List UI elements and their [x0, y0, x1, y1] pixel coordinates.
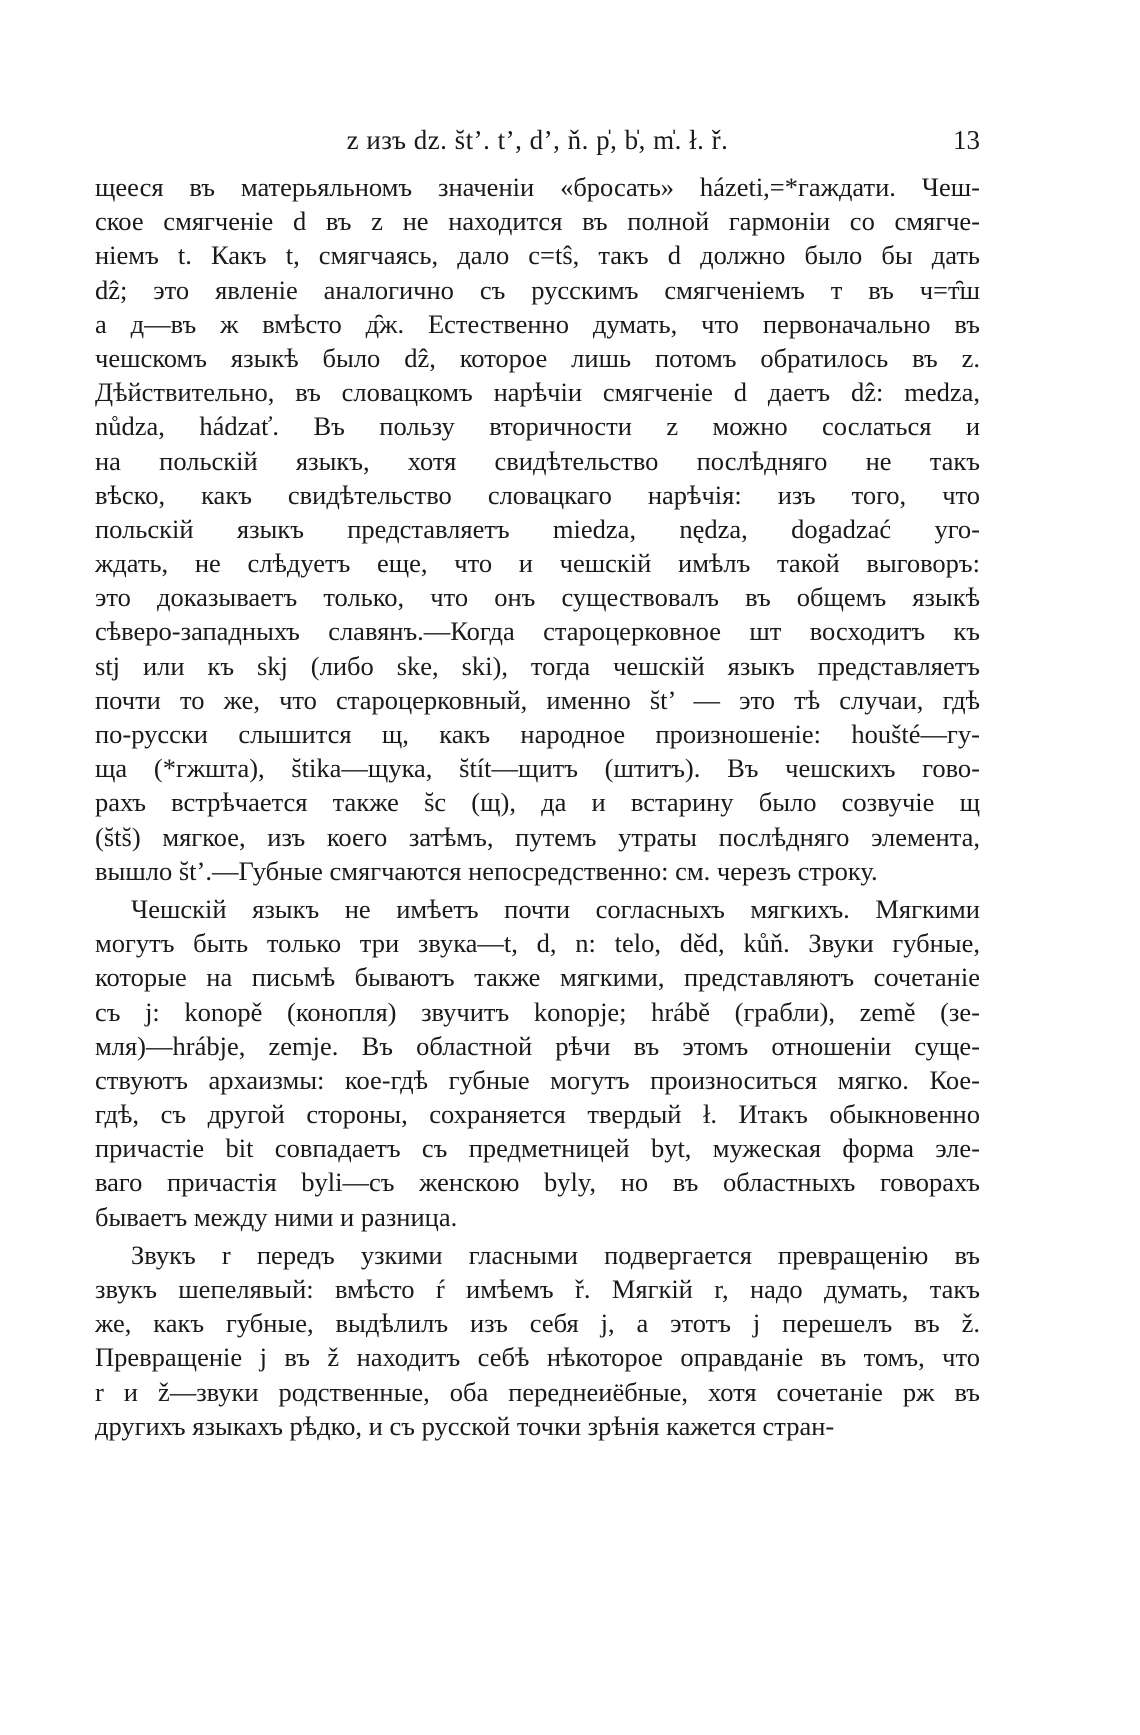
paragraph	[95, 170, 980, 888]
text-line: почти то же, что староцерковный, именно s̆t’ — это тѣ случаи, гдѣ	[95, 684, 980, 715]
text-line: которые на письмѣ бываютъ также мягкими, представляютъ сочетаніе	[95, 962, 980, 993]
text-line: а д—въ ж вмѣсто д̑ж. Естественно думать, что первоначально въ	[95, 308, 980, 339]
body-text	[95, 170, 980, 1443]
text-line: dẑ; это явленіе аналогично съ русскимъ смягченіемъ т въ ч=т̑ш	[95, 274, 980, 305]
text-line: сѣверо-западныхъ славянъ.—Когда староцерковное шт восходитъ къ	[95, 616, 980, 647]
text-line: же, какъ губные, выдѣлилъ изъ себя j, а этотъ j перешелъ въ ž.	[95, 1308, 980, 1339]
running-title: z изъ dz. s̆t’. t’, d’, ň. p̍, b̍, m̍. ł. ř.	[346, 125, 729, 155]
running-head	[95, 118, 980, 162]
text-line: nůdza, hádzať. Въ пользу вторичности z можно сослаться и	[95, 411, 980, 442]
text-line: ское смягченіе d въ z не находится въ полной гармоніи со смягче-	[95, 206, 980, 237]
text-line: мля)—hrábje, zemje. Въ областной рѣчи въ этомъ отношеніи суще-	[95, 1030, 980, 1061]
paragraph	[95, 892, 980, 1234]
text-line: причастіе bit совпадаетъ съ предметницей byt, мужеская форма эле-	[95, 1133, 980, 1164]
text-line: (s̆ts̆) мягкое, изъ коего затѣмъ, путемъ утраты послѣдняго элемента,	[95, 821, 980, 852]
text-line: ждать, не слѣдуетъ еще, что и чешскій имѣлъ такой выговоръ:	[95, 548, 980, 579]
text-line: по-русски слышится щ, какъ народное произношеніе: houšté—гу-	[95, 719, 980, 749]
text-line: гдѣ, съ другой стороны, сохраняется твердый ł. Итакъ обыкновенно	[95, 1099, 980, 1130]
text-line: stj или къ skj (либо ske, ski), тогда чешскій языкъ представляетъ	[95, 650, 980, 681]
text-line: ствуютъ архаизмы: кое-гдѣ губные могутъ произноситься мягко. Кое-	[95, 1064, 980, 1095]
text-line: звукъ шепелявый: вмѣсто ŕ имѣемъ ř. Мягкій r, надо думать, такъ	[95, 1274, 980, 1304]
text-line: съ j: konopě (конопля) звучитъ konopje; hrábě (грабли), země (зе-	[95, 996, 980, 1027]
text-line: ніемъ t. Какъ t, смягчаясь, дало c=tŝ, такъ d должно было бы дать	[95, 240, 980, 271]
text-line: ща (*гжшта), s̆tika—щука, s̆tít—щитъ (штитъ). Въ чешскихъ гово-	[95, 753, 980, 784]
book-page	[95, 118, 980, 1443]
text-line: Дѣйствительно, въ словацкомъ нарѣчіи смягченіе d даетъ dẑ: medza,	[95, 377, 980, 408]
paragraph	[95, 1238, 980, 1443]
text-line: другихъ языкахъ рѣдко, и съ русской точки зрѣнія кажется стран-	[95, 1410, 835, 1441]
text-line: Превращеніе j въ ž находитъ себѣ нѣкоторое оправданіе въ томъ, что	[95, 1342, 980, 1373]
text-line: на польскій языкъ, хотя свидѣтельство послѣдняго не такъ	[95, 445, 980, 476]
text-line: бываетъ между ними и разница.	[95, 1201, 458, 1232]
text-line: рахъ встрѣчается также s̆c (щ), да и встарину было созвучіе щ	[95, 787, 980, 818]
text-line: Чешскій языкъ не имѣетъ почти согласныхъ мягкихъ. Мягкими	[131, 893, 980, 924]
text-line: r и ž—звуки родственные, оба переднеиёбные, хотя сочетаніе рж въ	[95, 1376, 980, 1407]
text-line: чешскомъ языкѣ было dẑ, которое лишь потомъ обратилось въ z.	[95, 342, 980, 373]
text-line: Звукъ r передъ узкими гласными подвергается превращенію въ	[131, 1239, 980, 1270]
text-line: вышло s̆t’.—Губные смягчаются непосредственно: см. черезъ строку.	[95, 855, 878, 886]
text-line: могутъ быть только три звука—t, d, n: telo, děd, kůň. Звуки губные,	[95, 928, 980, 959]
page-number: 13	[953, 125, 980, 155]
text-line: это доказываетъ только, что онъ существовалъ въ общемъ языкѣ	[95, 582, 980, 613]
text-line: вѣско, какъ свидѣтельство словацкаго нарѣчія: изъ того, что	[95, 479, 980, 510]
text-line: ваго причастія byli—съ женскою byly, но въ областныхъ говорахъ	[95, 1167, 980, 1198]
text-line: щееся въ матерьяльномъ значеніи «бросать» házeti,=*гаждати. Чеш-	[95, 172, 980, 202]
text-line: польскій языкъ представляетъ miedza, nędza, dogadzać уго-	[95, 513, 980, 544]
